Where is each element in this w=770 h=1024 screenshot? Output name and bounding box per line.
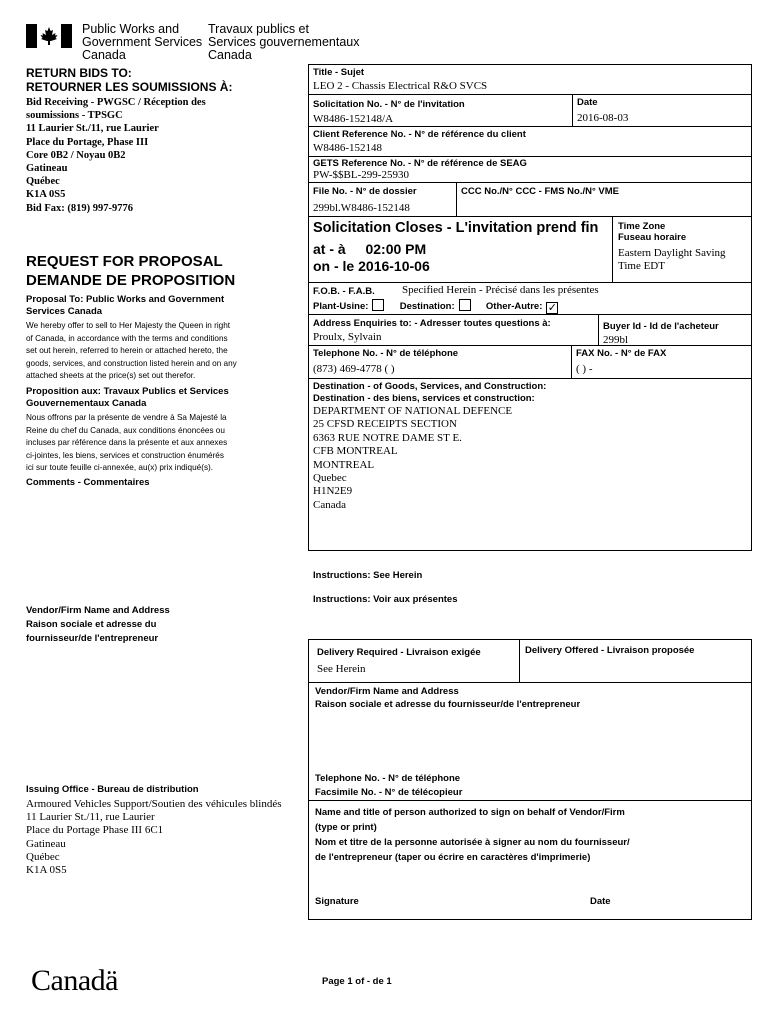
time-value: 02:00 PM: [365, 241, 427, 257]
title-label: Title - Sujet: [313, 67, 365, 78]
destination-line: 6363 RUE NOTRE DAME ST E.: [313, 431, 462, 444]
timezone-label-en: Time Zone: [618, 221, 666, 232]
signature-label: Signature: [315, 896, 359, 907]
department-name-fr: [208, 23, 359, 62]
issuing-line: 11 Laurier St./11, rue Laurier: [26, 811, 155, 824]
authorized-person-label: [315, 805, 630, 865]
title-value: LEO 2 - Chassis Electrical R&O SVCS: [313, 80, 488, 92]
proposal-fr-body: Reine du chef du Canada, aux conditions énoncées ou: [26, 425, 225, 435]
date-label: Date: [577, 97, 598, 108]
proposal-en-title: Services Canada: [26, 305, 103, 317]
authorized-line: Nom et titre de la personne autorisée à signer au nom du fournisseur/: [315, 837, 630, 848]
authorized-line: de l'entrepreneur (taper ou écrire en caractères d'imprimerie): [315, 852, 591, 863]
address-line: soumissions - TPSGC: [26, 110, 123, 122]
proposal-en-body: of Canada, in accordance with the terms and conditions: [26, 333, 228, 343]
address-line: Gatineau: [26, 163, 68, 175]
rfp-title-fr: DEMANDE DE PROPOSITION: [26, 272, 236, 289]
buyer-value: 299bl: [603, 334, 629, 346]
vendor-right-label: [315, 686, 580, 711]
destination-line: CFB MONTREAL: [313, 445, 398, 458]
rfp-title: [26, 252, 235, 290]
vendor-left-line: Raison sociale et adresse du: [26, 619, 157, 630]
destination-line: Canada: [313, 498, 346, 511]
canada-wordmark: Canadä: [31, 964, 118, 997]
proposal-en-body: attached sheets at the price(s) set out therefor.: [26, 371, 196, 381]
proposal-en: [26, 294, 237, 383]
other-label: Other-Autre:: [485, 301, 543, 312]
address-enquiries-label: Address Enquiries to: - Adresser toutes questions à:: [313, 318, 551, 329]
vendor-fax-label: Facsimile No. - N° de télécopieur: [315, 786, 463, 798]
authorized-line: Name and title of person authorized to sign on behalf of Vendor/Firm: [315, 807, 625, 818]
buyer-label: Buyer Id - Id de l'acheteur: [603, 321, 719, 332]
destination-label: Destination:: [399, 301, 455, 312]
issuing-line: K1A 0S5: [26, 864, 67, 877]
closes-heading: Solicitation Closes - L'invitation prend fin: [313, 220, 599, 236]
destination-line: MONTREAL: [313, 458, 375, 471]
destination-label-fr: Destination - des biens, services et construction:: [313, 392, 535, 404]
phone-label: Telephone No. - N° de téléphone: [313, 348, 459, 359]
dept-fr-line: Canada: [208, 48, 252, 62]
dept-en-line: Canada: [82, 48, 126, 62]
fax-value: ( ) -: [576, 363, 593, 375]
timezone-value: [618, 247, 726, 273]
signature-date-label: Date: [590, 896, 611, 907]
vendor-left-line: Vendor/Firm Name and Address: [26, 605, 170, 616]
timezone-label-fr: Fuseau horaire: [618, 232, 687, 243]
vendor-left-label: [26, 604, 170, 646]
address-line: K1A 0S5: [26, 189, 66, 201]
vendor-contact-label: [315, 772, 462, 799]
file-label: File No. - N° de dossier: [313, 186, 417, 197]
destination-goods-label: [313, 381, 546, 404]
vendor-right-line: Vendor/Firm Name and Address: [315, 686, 459, 697]
on-label: on - le: [313, 258, 355, 274]
rfp-title-en: REQUEST FOR PROPOSAL: [26, 253, 223, 270]
solicitation-label: Solicitation No. - N° de l'invitation: [313, 99, 465, 110]
proposal-fr-body: ci-jointes, les biens, services et construction énumérés: [26, 450, 224, 460]
issuing-office-label: Issuing Office - Bureau de distribution: [26, 784, 199, 795]
dept-en-line: Public Works and: [82, 22, 180, 36]
issuing-office-address: [26, 798, 282, 877]
issuing-line: Québec: [26, 850, 60, 863]
authorized-line: (type or print): [315, 822, 377, 833]
address-line: Place du Portage, Phase III: [26, 136, 149, 148]
phone-value: (873) 469-4778 ( ): [313, 363, 395, 375]
destination-line: 25 CFSD RECEIPTS SECTION: [313, 418, 457, 431]
close-date: [313, 258, 430, 275]
proposal-fr-body: ici sur toute feuille ci-annexée, au(x) prix indiqué(s).: [26, 463, 214, 473]
date-value: 2016-08-03: [577, 112, 629, 124]
proposal-en-body: set out herein, referred to herein or attached hereto, the: [26, 346, 228, 356]
other-checkbox[interactable]: ✓: [547, 302, 557, 314]
destination-line: H1N2E9: [313, 485, 353, 498]
vendor-phone-label: Telephone No. - N° de téléphone: [315, 773, 461, 784]
vendor-right-line: Raison sociale et adresse du fournisseur/de l'entrepreneur: [315, 698, 581, 710]
vendor-left-line: fournisseur/de l'entrepreneur: [26, 633, 159, 644]
issuing-line: Gatineau: [26, 837, 66, 850]
timezone-value-line: Time EDT: [618, 260, 665, 272]
dept-fr-line: Travaux publics et: [208, 22, 309, 36]
proposal-fr-body: incluses par référence dans la présente et aux annexes: [26, 438, 228, 448]
return-bids-title-fr: RETOURNER LES SOUMISSIONS À:: [26, 80, 233, 94]
timezone-label: [618, 221, 686, 243]
at-label: at - à: [313, 241, 346, 257]
file-value: 299bl.W8486-152148: [313, 202, 410, 214]
solicitation-value: W8486-152148/A: [313, 113, 394, 125]
proposal-fr-title: Proposition aux: Travaux Publics et Services: [26, 386, 229, 397]
return-bids-title-en: RETURN BIDS TO:: [26, 66, 132, 80]
destination-address: [313, 405, 512, 512]
delivery-required-value: See Herein: [317, 663, 366, 675]
fob-options: [313, 299, 558, 314]
return-bids-address: [26, 96, 206, 215]
gets-value: PW-$$BL-299-25930: [313, 169, 409, 181]
proposal-fr-title: Gouvernementaux Canada: [26, 397, 147, 409]
page-number: Page 1 of - de 1: [322, 976, 392, 987]
plant-checkbox[interactable]: [372, 299, 384, 311]
destination-checkbox[interactable]: [459, 299, 471, 311]
delivery-offered-label: Delivery Offered - Livraison proposée: [525, 645, 695, 656]
destination-label-en: Destination - of Goods, Services, and Construction:: [313, 381, 547, 392]
issuing-line: Armoured Vehicles Support/Soutien des véhicules blindés: [26, 798, 282, 810]
gets-label: GETS Reference No. - N° de référence de SEAG: [313, 158, 527, 169]
client-ref-value: W8486-152148: [313, 142, 383, 154]
proposal-en-body: We hereby offer to sell to Her Majesty the Queen in right: [26, 321, 231, 330]
address-line: 11 Laurier St./11, rue Laurier: [26, 123, 159, 135]
address-line: Bid Receiving - PWGSC / Réception des: [26, 97, 206, 108]
instructions-en: Instructions: See Herein: [313, 570, 423, 581]
ccc-label: CCC No./N° CCC - FMS No./N° VME: [461, 186, 620, 197]
return-bids-title: [26, 66, 232, 94]
dept-fr-line: Services gouvernementaux: [208, 35, 360, 49]
close-date-value: 2016-10-06: [358, 258, 430, 274]
fob-label: F.O.B. - F.A.B.: [313, 286, 375, 297]
client-ref-label: Client Reference No. - N° de référence du client: [313, 129, 526, 140]
proposal-en-title: Proposal To: Public Works and Government: [26, 294, 225, 305]
canada-flag-icon: [26, 24, 72, 48]
delivery-required-label: Delivery Required - Livraison exigée: [317, 647, 481, 658]
instructions-fr: Instructions: Voir aux présentes: [313, 594, 458, 605]
timezone-value-line: Eastern Daylight Saving: [618, 247, 726, 259]
address-line: Core 0B2 / Noyau 0B2: [26, 149, 126, 161]
proposal-fr-body: Nous offrons par la présente de vendre à Sa Majesté la: [26, 413, 227, 422]
proposal-fr: [26, 386, 229, 475]
fax-label: FAX No. - N° de FAX: [576, 348, 667, 359]
address-enquiries-value: Proulx, Sylvain: [313, 331, 382, 343]
destination-line: DEPARTMENT OF NATIONAL DEFENCE: [313, 405, 513, 417]
close-time: [313, 241, 426, 258]
bid-fax: Bid Fax: (819) 997-9776: [26, 202, 134, 214]
address-line: Québec: [26, 176, 60, 188]
destination-line: Quebec: [313, 472, 347, 485]
comments-label: Comments - Commentaires: [26, 477, 150, 488]
plant-label: Plant-Usine:: [313, 301, 369, 312]
issuing-line: Place du Portage Phase III 6C1: [26, 824, 164, 837]
department-name-en: [82, 23, 202, 62]
fob-value: Specified Herein - Précisé dans les présentes: [402, 284, 599, 296]
proposal-en-body: goods, services, and construction listed herein and on any: [26, 358, 237, 368]
dept-en-line: Government Services: [82, 35, 203, 49]
